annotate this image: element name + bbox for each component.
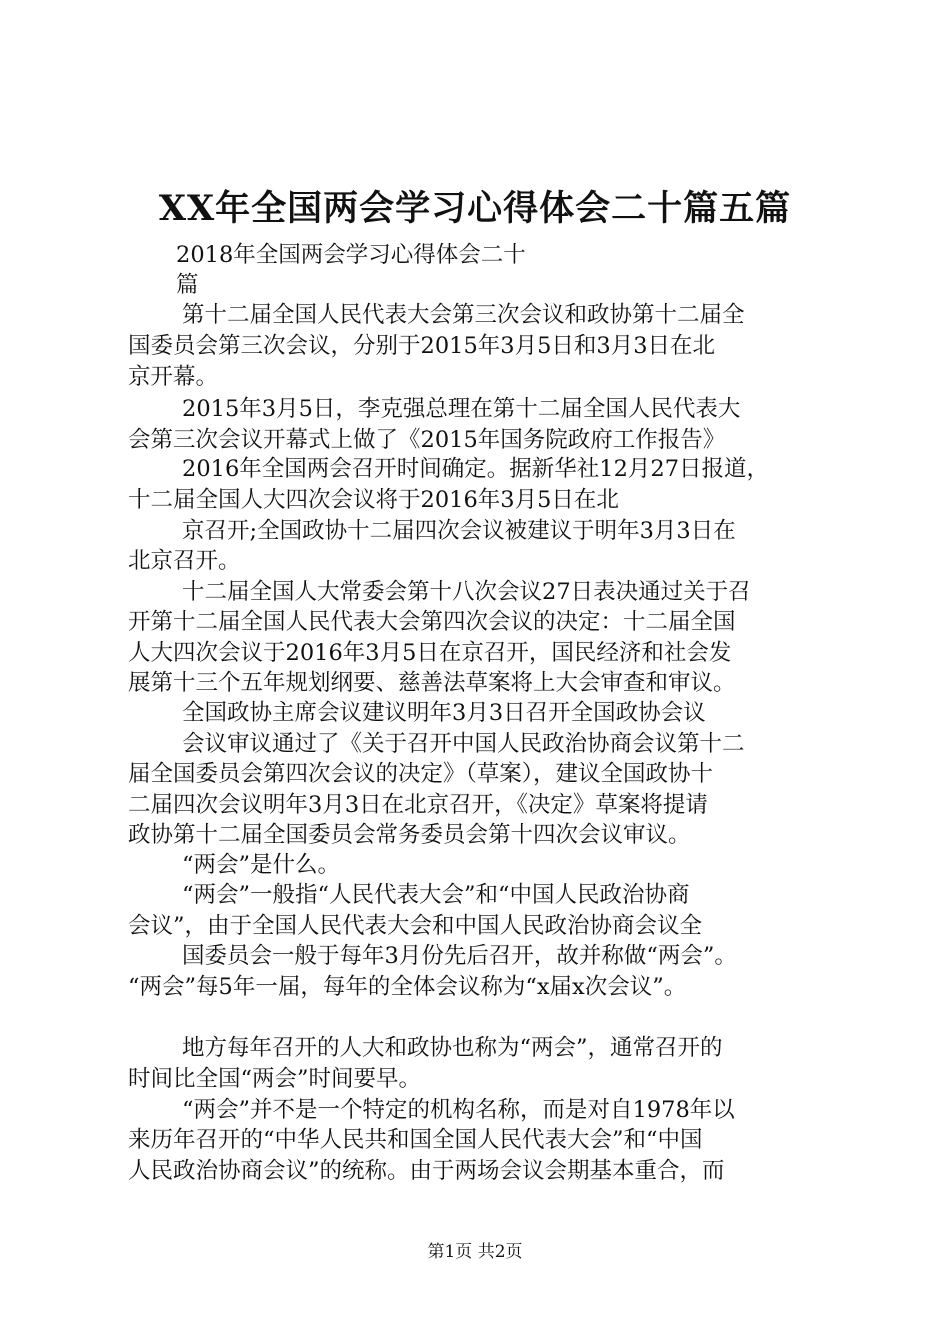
text-line: 地方每年召开的人大和政协也称为“两会”，通常召开的 [182,1035,723,1061]
text-line: 2016年全国两会召开时间确定。据新华社12月27日报道， [182,456,770,482]
text-line: 来历年召开的“中华人民共和国全国人民代表大会”和“中国 [128,1127,703,1153]
text-line: 政协第十二届全国委员会常务委员会第十四次会议审议。 [128,822,691,848]
text-line: “两会”是什么。 [182,852,341,878]
text-line: 京召开;全国政协十二届四次会议被建议于明年3月3日在 [182,518,736,544]
text-line: 国委员会一般于每年3月份先后召开，故并称做“两会”。 [182,943,737,969]
text-line: 会第三次会议开幕式上做了《2015年国务院政府工作报告》 [128,427,726,453]
text-line: 会议审议通过了《关于召开中国人民政治协商会议第十二 [182,731,745,757]
text-line: “两会”每5年一届，每年的全体会议称为“x届x次会议”。 [128,974,687,1000]
text-line: 全国政协主席会议建议明年3月3日召开全国政协会议 [182,700,706,726]
text-line: 第十二届全国人民代表大会第三次会议和政协第十二届全 [182,302,745,328]
text-line: 2015年3月5日，李克强总理在第十二届全国人民代表大 [182,396,741,422]
text-line: 人民政治协商会议”的统称。由于两场会议会期基本重合，而 [128,1158,725,1184]
text-line: 2018年全国两会学习心得体会二十 [176,242,526,268]
text-line: 届全国委员会第四次会议的决定》（草案），建议全国政协十 [128,761,714,787]
document-title: XX年全国两会学习心得体会二十篇五篇 [158,188,792,229]
text-line: 二届四次会议明年3月3日在北京召开，《决定》草案将提请 [128,792,708,818]
text-line: 人大四次会议于2016年3月5日在京召开，国民经济和社会发 [128,640,732,666]
text-line: 会议”，由于全国人民代表大会和中国人民政治协商会议全 [128,913,703,939]
text-line: 篇 [176,272,199,298]
text-line: 国委员会第三次会议，分别于2015年3月5日和3月3日在北 [128,333,716,359]
text-line: “两会”并不是一个特定的机构名称，而是对自1978年以 [182,1097,735,1123]
page-number-footer: 第1页 共2页 [427,1242,523,1262]
text-line: 展第十三个五年规划纲要、慈善法草案将上大会审查和审议。 [128,670,736,696]
text-line: 京开幕。 [128,364,219,390]
text-line: 十二届全国人大常委会第十八次会议27日表决通过关于召 [182,579,751,605]
text-line: 开第十二届全国人民代表大会第四次会议的决定：十二届全国 [128,609,736,635]
text-line: 北京召开。 [128,548,241,574]
text-line: 时间比全国“两会”时间要早。 [128,1066,422,1092]
text-line: 十二届全国人大四次会议将于2016年3月5日在北 [128,487,619,513]
text-line: “两会”一般指“人民代表大会”和“中国人民政治协商 [182,882,690,908]
